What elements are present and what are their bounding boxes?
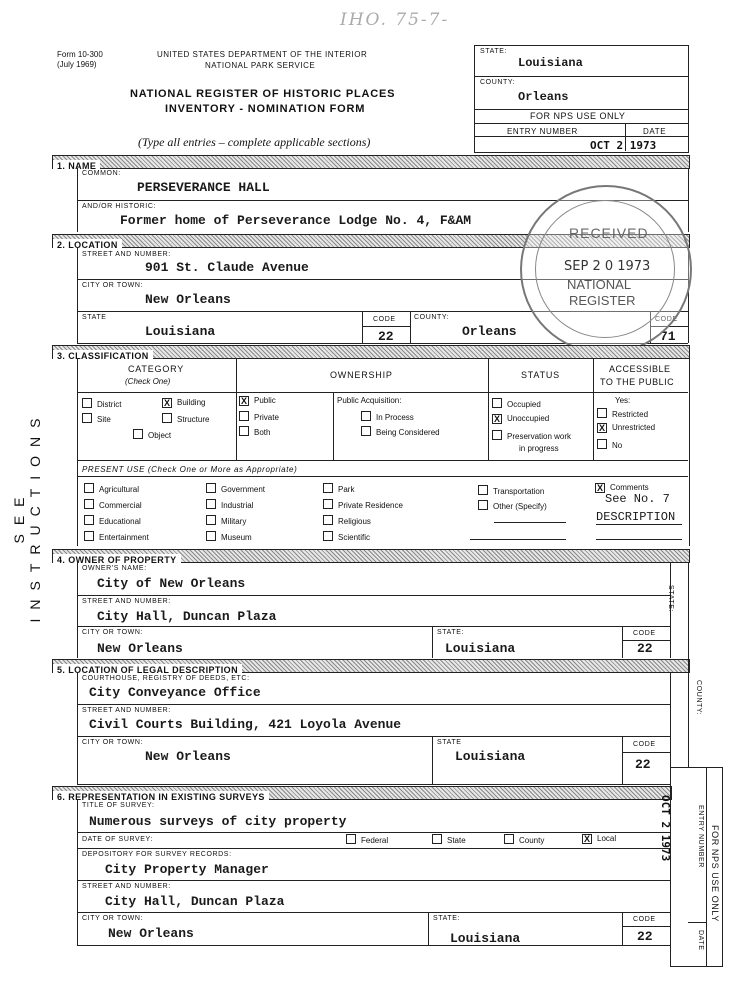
owner-city-value: New Orleans <box>97 641 183 656</box>
see-instructions-label: SEE INSTRUCTIONS <box>11 409 43 623</box>
owner-street-value: City Hall, Duncan Plaza <box>97 609 277 624</box>
use-park[interactable]: Park <box>323 483 354 494</box>
checkbox-icon <box>84 531 94 541</box>
historic-label: AND/OR HISTORIC: <box>82 203 157 210</box>
use-scientific[interactable]: Scientific <box>323 531 370 542</box>
section-4-header: 4. OWNER OF PROPERTY <box>52 549 690 563</box>
public-acquisition-label: Public Acquisition: <box>337 396 402 405</box>
stamp-register: REGISTER <box>569 293 636 308</box>
top-county-value: Orleans <box>518 90 569 104</box>
category-site[interactable]: Site <box>82 413 111 424</box>
state-label: STATE <box>82 314 107 321</box>
county-value: Orleans <box>462 324 517 339</box>
top-county-label: COUNTY: <box>480 79 516 86</box>
checkbox-icon <box>84 515 94 525</box>
date-label: DATE <box>643 127 667 136</box>
city-value: New Orleans <box>145 292 231 307</box>
checkbox-icon <box>478 485 488 495</box>
checkbox-icon <box>84 499 94 509</box>
checkbox-checked-icon: X <box>583 834 590 844</box>
checkbox-icon <box>478 500 488 510</box>
use-private-residence[interactable]: Private Residence <box>323 499 403 510</box>
checkbox-icon <box>323 499 333 509</box>
access-yes-label: Yes: <box>615 396 631 405</box>
county-code-label: CODE <box>655 316 678 323</box>
owner-state-value: Louisiana <box>445 641 516 656</box>
legal-city-label: CITY OR TOWN: <box>82 739 144 746</box>
common-name: PERSEVERANCE HALL <box>137 180 270 195</box>
side-entry-number-label: ENTRY NUMBER <box>697 805 704 868</box>
survey-state-label: STATE: <box>433 915 461 922</box>
survey-city-label: CITY OR TOWN: <box>82 915 144 922</box>
section-2-header: 2. LOCATION <box>52 234 690 248</box>
legal-street-label: STREET AND NUMBER: <box>82 707 171 714</box>
checkbox-icon <box>84 483 94 493</box>
legal-street-value: Civil Courts Building, 421 Loyola Avenue <box>89 717 402 732</box>
survey-street-value: City Hall, Duncan Plaza <box>105 894 285 909</box>
checkbox-icon <box>597 408 607 418</box>
nps-use-only-label: FOR NPS USE ONLY <box>530 111 626 121</box>
checkbox-icon <box>323 531 333 541</box>
ownership-private[interactable]: Private <box>239 411 279 422</box>
form-number: Form 10-300 <box>57 50 103 59</box>
date-stamp: OCT 2 1973 <box>590 139 657 152</box>
checkbox-icon <box>133 429 143 439</box>
owner-state-label: STATE: <box>437 629 465 636</box>
acquisition-being-considered[interactable]: Being Considered <box>361 426 440 437</box>
stamp-national: NATIONAL <box>567 277 632 292</box>
checkbox-icon <box>206 531 216 541</box>
checkbox-checked-icon: X <box>598 423 605 433</box>
status-occupied[interactable]: Occupied <box>492 398 541 409</box>
checkbox-checked-icon: X <box>493 414 500 424</box>
checkbox-icon <box>361 426 371 436</box>
use-educational[interactable]: Educational <box>84 515 141 526</box>
category-header: CATEGORY <box>128 364 185 374</box>
legal-code-value: 22 <box>635 757 651 772</box>
owner-street-label: STREET AND NUMBER: <box>82 598 171 605</box>
category-structure[interactable]: Structure <box>162 413 209 424</box>
side-date-label: DATE <box>697 930 704 951</box>
survey-federal[interactable]: Federal <box>346 834 388 845</box>
state-value: Louisiana <box>145 324 216 339</box>
survey-date-label: DATE OF SURVEY: <box>82 836 153 843</box>
entry-number-label: ENTRY NUMBER <box>507 127 578 136</box>
stamp-received: RECEIVED <box>569 225 649 241</box>
use-industrial[interactable]: Industrial <box>206 499 253 510</box>
survey-title-label: TITLE OF SURVEY: <box>82 802 155 809</box>
use-government[interactable]: Government <box>206 483 265 494</box>
county-code-value: 71 <box>660 329 676 344</box>
use-transportation[interactable]: Transportation <box>478 485 544 496</box>
checkbox-icon <box>82 398 92 408</box>
checkbox-icon <box>361 411 371 421</box>
use-comments[interactable]: X Comments <box>596 483 649 493</box>
department-line: UNITED STATES DEPARTMENT OF THE INTERIOR <box>157 50 368 59</box>
comments-value-2: DESCRIPTION <box>596 510 676 524</box>
accessible-header: ACCESSIBLE <box>609 364 671 374</box>
survey-street-label: STREET AND NUMBER: <box>82 883 171 890</box>
survey-title-value: Numerous surveys of city property <box>89 814 347 829</box>
form-title-line1: NATIONAL REGISTER OF HISTORIC PLACES <box>130 88 396 100</box>
access-restricted[interactable]: Restricted <box>597 408 648 419</box>
form-title-line2: INVENTORY - NOMINATION FORM <box>165 103 366 115</box>
accessible-header-2: TO THE PUBLIC <box>600 377 675 387</box>
access-unrestricted[interactable]: X Unrestricted <box>598 423 656 433</box>
use-other[interactable]: Other (Specify) <box>478 500 547 511</box>
comments-value-1: See No. 7 <box>605 492 670 506</box>
section-1-header: 1. NAME <box>52 155 690 169</box>
owner-code-value: 22 <box>637 641 653 656</box>
owner-name-label: OWNER'S NAME: <box>82 565 147 572</box>
courthouse-value: City Conveyance Office <box>89 685 261 700</box>
survey-code-value: 22 <box>637 929 653 944</box>
checkbox-icon <box>323 515 333 525</box>
form-instruction: (Type all entries – complete applicable sections) <box>138 135 371 149</box>
checkbox-icon <box>504 834 514 844</box>
side-state-label: STATE: <box>667 585 674 613</box>
checkbox-icon <box>206 515 216 525</box>
checkbox-icon <box>432 834 442 844</box>
owner-name-value: City of New Orleans <box>97 576 246 591</box>
legal-code-label: CODE <box>633 741 656 748</box>
owner-code-label: CODE <box>633 630 656 637</box>
survey-code-label: CODE <box>633 916 656 923</box>
checkbox-icon <box>492 398 502 408</box>
city-label: CITY OR TOWN: <box>82 282 144 289</box>
use-agricultural[interactable]: Agricultural <box>84 483 139 494</box>
status-header: STATUS <box>521 370 560 380</box>
use-entertainment[interactable]: Entertainment <box>84 531 149 542</box>
side-nps-label: FOR NPS USE ONLY <box>710 825 720 922</box>
use-religious[interactable]: Religious <box>323 515 371 526</box>
checkbox-checked-icon: X <box>596 483 603 493</box>
section-5-header: 5. LOCATION OF LEGAL DESCRIPTION <box>52 659 690 673</box>
state-code-value: 22 <box>378 329 394 344</box>
check-one-note: (Check One) <box>125 377 171 386</box>
acquisition-in-process[interactable]: In Process <box>361 411 414 422</box>
checkbox-icon <box>82 413 92 423</box>
access-no[interactable]: No <box>597 439 622 450</box>
checkbox-icon <box>597 439 607 449</box>
category-building[interactable]: X Building <box>163 398 206 408</box>
stamp-date: SEP 2 0 1973 <box>564 259 651 274</box>
category-district[interactable]: District <box>82 398 121 409</box>
service-line: NATIONAL PARK SERVICE <box>205 61 316 70</box>
legal-state-label: STATE <box>437 739 462 746</box>
legal-state-value: Louisiana <box>455 749 526 764</box>
status-preservation-2: in progress <box>519 444 559 453</box>
checkbox-icon <box>323 483 333 493</box>
survey-state-value: Louisiana <box>450 931 521 946</box>
use-commercial[interactable]: Commercial <box>84 499 142 510</box>
status-unoccupied[interactable]: X Unoccupied <box>493 414 550 424</box>
depository-label: DEPOSITORY FOR SURVEY RECORDS: <box>82 851 232 858</box>
survey-local[interactable]: X Local <box>583 834 617 844</box>
side-date-stamp: OCT 2 1973 <box>659 795 672 862</box>
checkbox-icon <box>346 834 356 844</box>
checkbox-icon <box>492 430 502 440</box>
state-code-label: CODE <box>373 316 396 323</box>
historic-name: Former home of Perseverance Lodge No. 4, F&AM <box>120 213 472 228</box>
depository-value: City Property Manager <box>105 862 269 877</box>
checkbox-icon <box>162 413 172 423</box>
received-stamp <box>520 185 692 354</box>
side-county-label: COUNTY: <box>695 680 702 716</box>
checkbox-icon <box>239 411 249 421</box>
ownership-public[interactable]: X Public <box>240 396 276 406</box>
street-label: STREET AND NUMBER: <box>82 251 171 258</box>
handwritten-note: IHO. 75-7- <box>340 10 450 30</box>
use-military[interactable]: Military <box>206 515 246 526</box>
checkbox-icon <box>239 426 249 436</box>
courthouse-label: COURTHOUSE, REGISTRY OF DEEDS, ETC: <box>82 675 250 682</box>
survey-state[interactable]: State <box>432 834 466 845</box>
street-value: 901 St. Claude Avenue <box>145 260 309 275</box>
ownership-both[interactable]: Both <box>239 426 270 437</box>
form-date: (July 1969) <box>57 60 97 69</box>
survey-county[interactable]: County <box>504 834 544 845</box>
common-label: COMMON: <box>82 170 121 177</box>
section-6-header: 6. REPRESENTATION IN EXISTING SURVEYS <box>52 786 672 800</box>
checkbox-icon <box>206 499 216 509</box>
ownership-header: OWNERSHIP <box>330 370 393 380</box>
category-object[interactable]: Object <box>133 429 171 440</box>
status-preservation[interactable]: Preservation work <box>492 430 571 441</box>
legal-city-value: New Orleans <box>145 749 231 764</box>
top-state-value: Louisiana <box>518 56 583 70</box>
county-label: COUNTY: <box>414 314 450 321</box>
checkbox-checked-icon: X <box>240 396 247 406</box>
use-museum[interactable]: Museum <box>206 531 252 542</box>
present-use-label: PRESENT USE (Check One or More as Appropriate) <box>82 465 298 474</box>
owner-city-label: CITY OR TOWN: <box>82 629 144 636</box>
survey-city-value: New Orleans <box>108 926 194 941</box>
section-3-header: 3. CLASSIFICATION <box>52 345 690 359</box>
checkbox-checked-icon: X <box>163 398 170 408</box>
checkbox-icon <box>206 483 216 493</box>
top-state-label: STATE: <box>480 48 508 55</box>
